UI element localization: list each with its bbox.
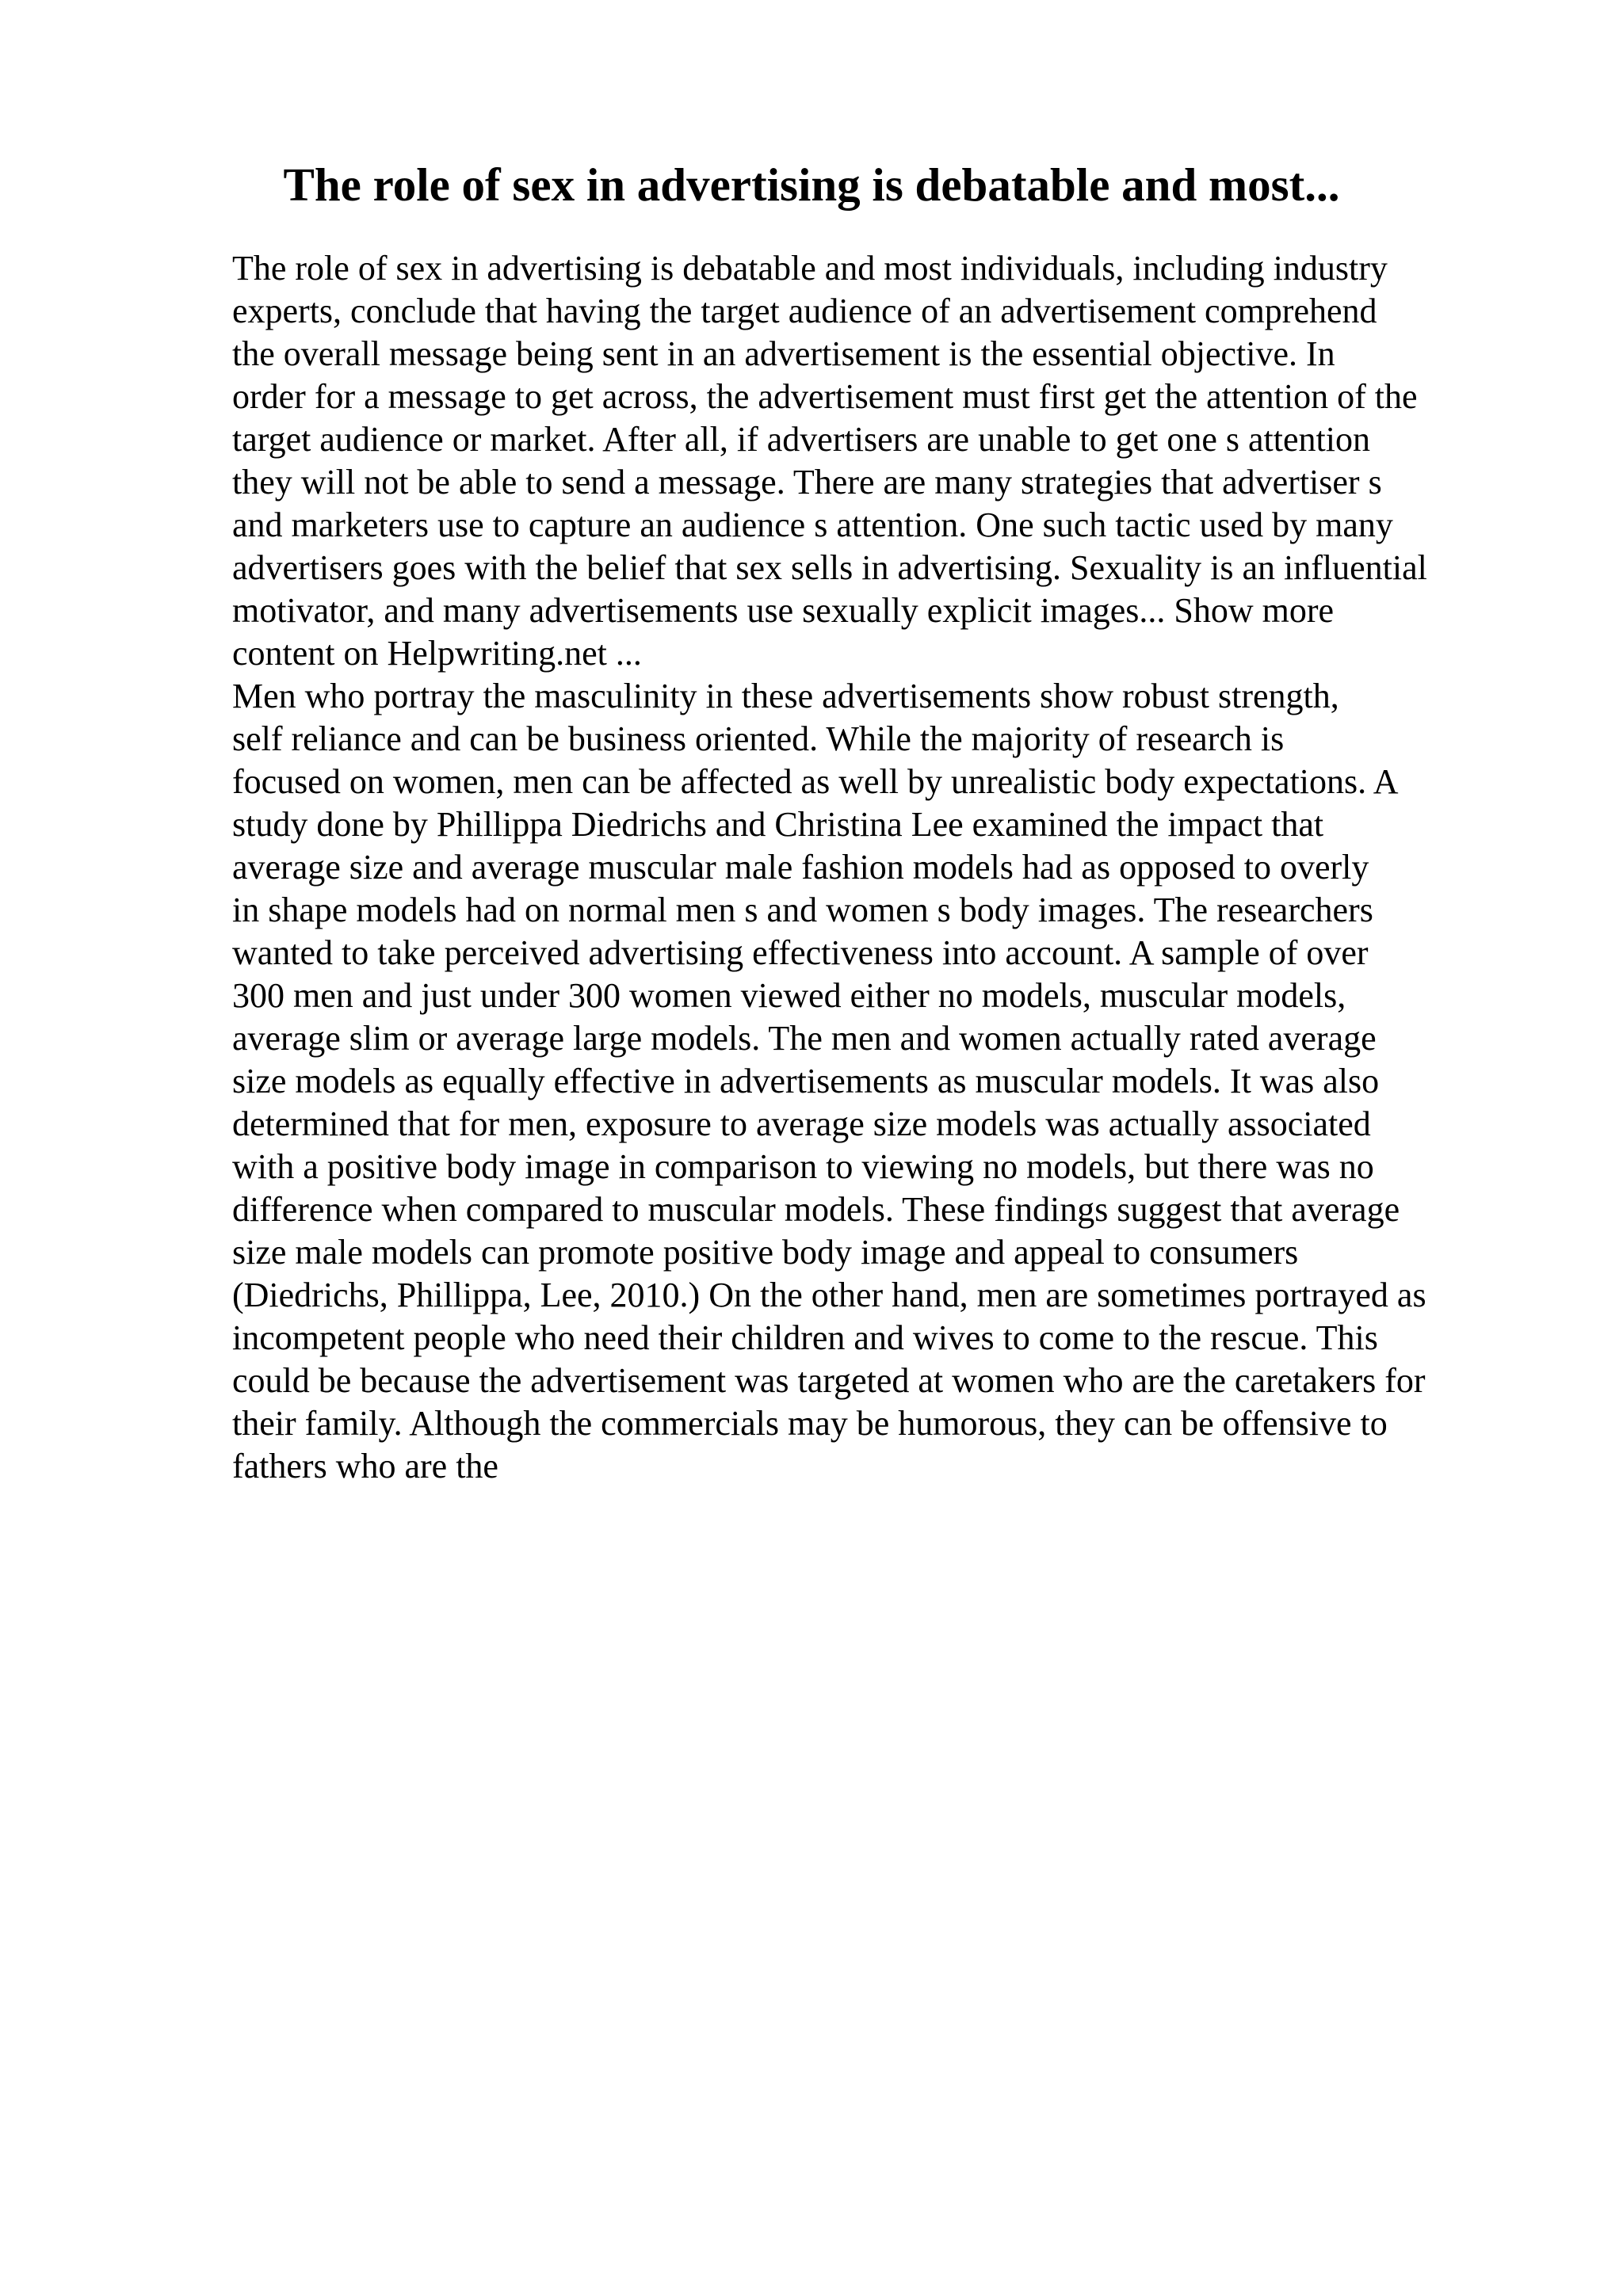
text-line: with a positive body image in comparison to viewing no models, but there was no (232, 1147, 1374, 1186)
document-body (232, 247, 1548, 1488)
text-line: target audience or market. After all, if advertisers are unable to get one s attention (232, 420, 1370, 459)
text-line: and marketers use to capture an audience s attention. One such tactic used by many (232, 505, 1393, 544)
text-line: experts, conclude that having the target audience of an advertisement comprehend (232, 292, 1377, 330)
text-line: order for a message to get across, the advertisement must first get the attention of the (232, 377, 1418, 416)
text-line: the overall message being sent in an advertisement is the essential objective. In (232, 334, 1335, 373)
text-line: their family. Although the commercials may be humorous, they can be offensive to (232, 1404, 1388, 1443)
text-line: average size and average muscular male fashion models had as opposed to overly (232, 848, 1369, 887)
paragraph-1 (232, 247, 1548, 675)
text-line: determined that for men, exposure to average size models was actually associated (232, 1104, 1371, 1143)
text-line: in shape models had on normal men s and women s body images. The researchers (232, 891, 1373, 929)
text-line: 300 men and just under 300 women viewed either no models, muscular models, (232, 976, 1346, 1015)
text-line: focused on women, men can be affected as well by unrealistic body expectations. A (232, 762, 1399, 801)
text-line: self reliance and can be business oriented. While the majority of research is (232, 719, 1285, 758)
text-line: incompetent people who need their children and wives to come to the rescue. This (232, 1318, 1378, 1357)
text-line: advertisers goes with the belief that sex sells in advertising. Sexuality is an influential (232, 548, 1427, 587)
text-line: average slim or average large models. The men and women actually rated average (232, 1019, 1377, 1058)
text-line: could be because the advertisement was targeted at women who are the caretakers for (232, 1361, 1426, 1400)
text-line: wanted to take perceived advertising effectiveness into account. A sample of over (232, 933, 1369, 972)
text-line: fathers who are the (232, 1447, 498, 1486)
text-line: difference when compared to muscular models. These findings suggest that average (232, 1190, 1400, 1229)
text-line: size models as equally effective in advertisements as muscular models. It was also (232, 1062, 1380, 1100)
text-line: Men who portray the masculinity in these advertisements show robust strength, (232, 677, 1339, 715)
text-line: motivator, and many advertisements use sexually explicit images... Show more (232, 591, 1335, 630)
text-line: study done by Phillippa Diedrichs and Christina Lee examined the impact that (232, 805, 1324, 844)
text-line: (Diedrichs, Phillippa, Lee, 2010.) On the other hand, men are sometimes portrayed as (232, 1276, 1426, 1314)
document-title: The role of sex in advertising is debatable and most... (283, 158, 1340, 211)
text-line: size male models can promote positive body image and appeal to consumers (232, 1233, 1299, 1272)
text-line: The role of sex in advertising is debatable and most individuals, including industry (232, 249, 1388, 288)
text-line: content on Helpwriting.net ... (232, 634, 642, 673)
text-line: they will not be able to send a message. There are many strategies that advertiser s (232, 463, 1382, 502)
paragraph-2 (232, 675, 1548, 1488)
